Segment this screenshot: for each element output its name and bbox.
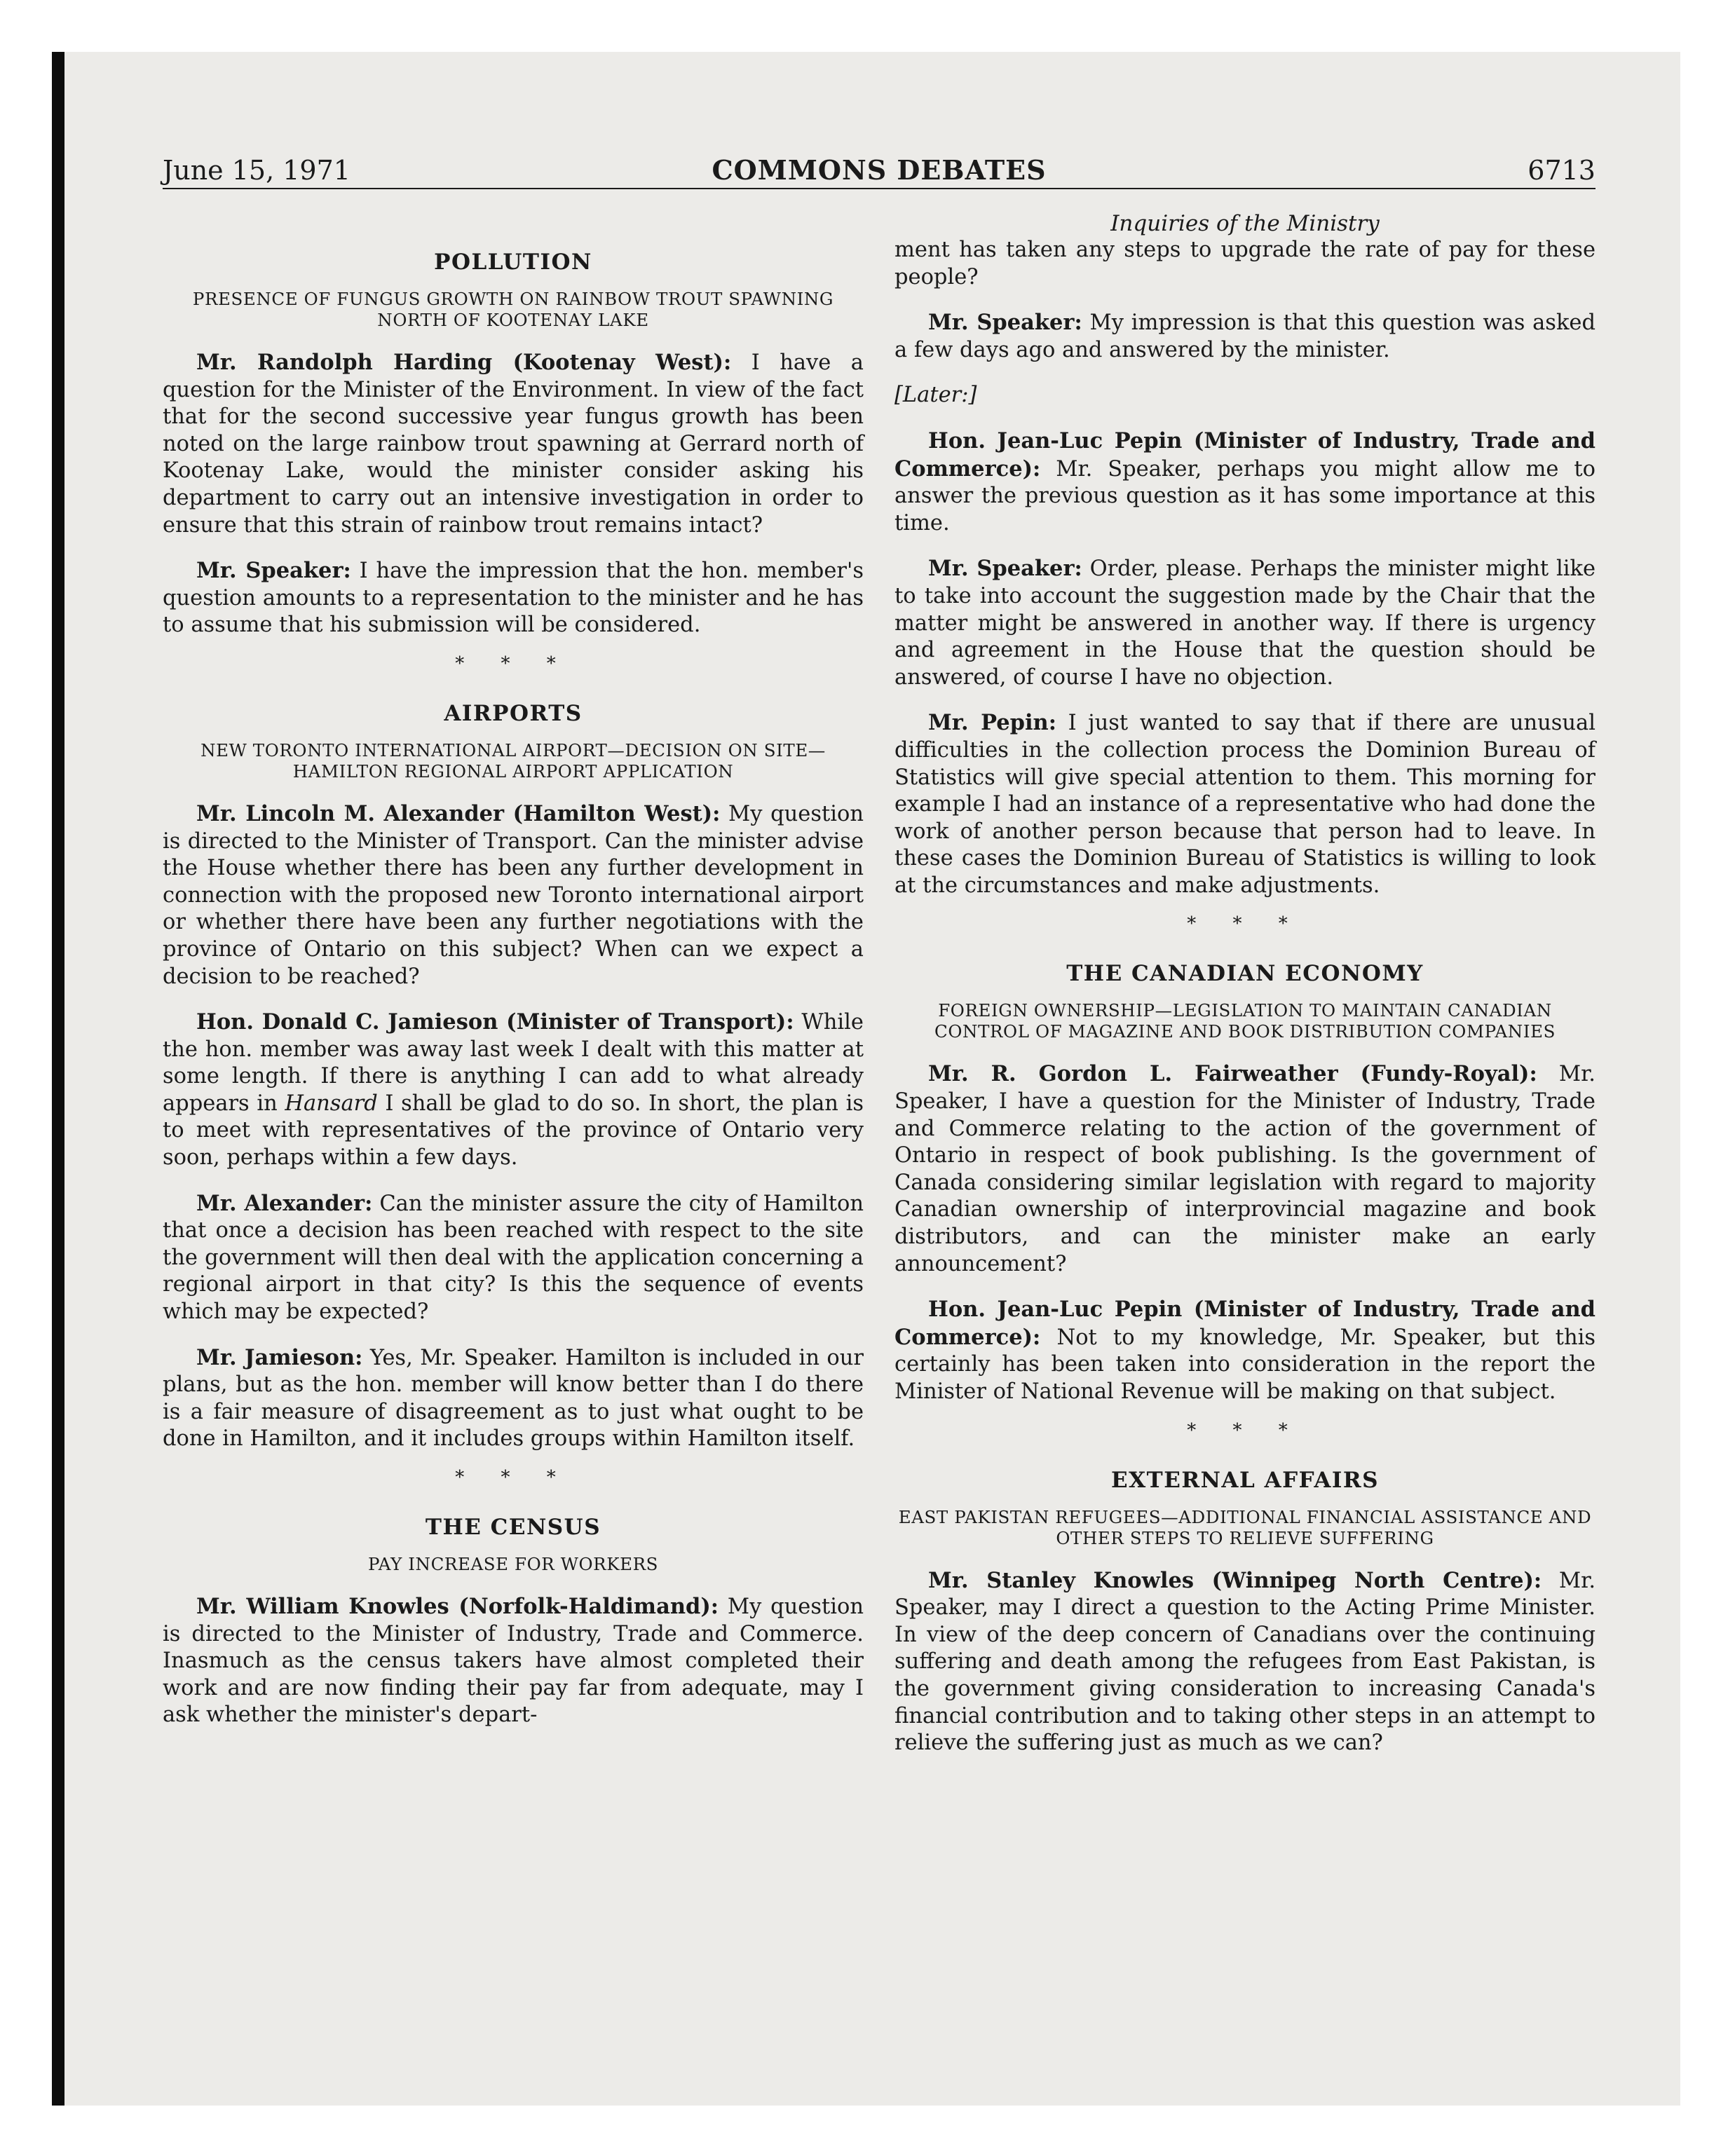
header-date: June 15, 1971 <box>163 155 351 186</box>
speaker-name: Mr. Alexander: <box>196 1190 373 1216</box>
speaker-name: Mr. Pepin: <box>928 710 1056 736</box>
speech-text: My impression is that this question was asked a few days ago and answered by the minister. <box>894 311 1596 362</box>
speech-paragraph <box>894 1296 1595 1405</box>
speech-text: I shall be glad to do so. In short, the plan is to meet with representatives of the province of Ontario very soon, perhaps within a few days. <box>163 1091 864 1171</box>
speech-paragraph <box>163 1344 864 1453</box>
section-title-census: THE CENSUS <box>425 1515 601 1540</box>
speech-text: Not to my knowledge, Mr. Speaker, but this certainly has been taken into consideration in the report the Minister of National Revenue will be making on that subject. <box>894 1325 1595 1404</box>
speech-text: Order, please. Perhaps the minister might like to take into account the suggestion made by the Chair that the matter might be answered in another way. If there is urgency and agreement in the House that the question should be answered, of course I have no objection. <box>894 557 1595 690</box>
speaker-name: Mr. William Knowles (Norfolk-Haldimand): <box>196 1594 719 1619</box>
speaker-name: Mr. Speaker: <box>928 556 1082 582</box>
header-page-number: 6713 <box>1528 155 1595 186</box>
speaker-name: Mr. Jamieson: <box>196 1344 363 1370</box>
speech-text: Mr. Speaker, perhaps you might allow me to answer the previous question as it has some importance at this time. <box>894 456 1596 535</box>
speech-text: My question is directed to the Minister of Transport. Can the minister advise the House whether there has been any further development in connection with the proposed new Toronto international airport or whether there have been any further negotiations with the province of Ontario on this subject? When can we expect a decision to be reached? <box>163 801 864 989</box>
speech-paragraph <box>163 1593 864 1729</box>
speech-paragraph <box>894 428 1595 537</box>
speaker-name: Hon. Jean-Luc Pepin (Minister of Industry, Trade and Commerce): <box>894 1297 1595 1350</box>
section-title-economy: THE CANADIAN ECONOMY <box>1066 961 1424 987</box>
speech-paragraph <box>163 349 864 539</box>
section-subtitle-external: EAST PAKISTAN REFUGEES—ADDITIONAL FINANCIAL ASSISTANCE AND OTHER STEPS TO RELIEVE SUFFERING <box>898 1506 1592 1548</box>
speech-paragraph <box>894 1060 1595 1278</box>
speech-text: Yes, Mr. Speaker. Hamilton is included in our plans, but as the hon. member will know better than I do there is a fair measure of disagreement as to just what ought to be done in Hamilton, and it includes groups within Hamilton itself. <box>163 1345 864 1452</box>
section-title-pollution: POLLUTION <box>434 250 592 275</box>
speaker-name: Mr. Stanley Knowles (Winnipeg North Centre): <box>928 1567 1542 1593</box>
header-title: COMMONS DEBATES <box>712 154 1047 186</box>
page-header <box>163 153 1595 189</box>
section-subtitle-airports: NEW TORONTO INTERNATIONAL AIRPORT—DECISION ON SITE—HAMILTON REGIONAL AIRPORT APPLICATION <box>200 739 826 782</box>
speech-text: Can the minister assure the city of Hamilton that once a decision has been reached with respect to the site the government will then deal with the application concerning a regional airport in that city? Is this the sequence of events which may be expected? <box>163 1191 864 1325</box>
speech-text: Mr. Speaker, may I direct a question to the Acting Prime Minister. In view of the deep concern of Canadians over the continuing suffering and death among the refugees from East Pakistan, is the government giving consideration to increasing Canada's financial contribution and to taking other steps in an attempt to relieve the suffering just as much as we can? <box>894 1568 1596 1756</box>
speaker-name: Mr. Randolph Harding (Kootenay West): <box>196 350 732 375</box>
speech-italic-text: Hansard <box>285 1091 378 1116</box>
later-note: [Later:] <box>894 383 977 408</box>
speech-paragraph-continued <box>894 237 1595 291</box>
speech-text: I have the impression that the hon. member's question amounts to a representation to the minister and he has to assume that his submission will be considered. <box>163 559 864 638</box>
speech-paragraph <box>894 709 1595 899</box>
speech-paragraph <box>894 309 1595 364</box>
section-title-airports: AIRPORTS <box>444 700 583 726</box>
left-column <box>163 210 864 1747</box>
speaker-name: Hon. Jean-Luc Pepin (Minister of Industry, Trade and Commerce): <box>894 428 1595 482</box>
speech-paragraph <box>163 1009 864 1172</box>
section-separator: * * * <box>455 653 571 674</box>
speech-paragraph <box>894 1567 1595 1757</box>
section-separator: * * * <box>1187 1419 1303 1441</box>
speech-paragraph <box>163 800 864 990</box>
section-subtitle-economy: FOREIGN OWNERSHIP—LEGISLATION TO MAINTAIN CANADIAN CONTROL OF MAGAZINE AND BOOK DISTRIBUTION COMPANIES <box>934 1000 1556 1042</box>
speaker-name: Mr. Speaker: <box>928 310 1082 336</box>
section-subtitle-pollution: PRESENCE OF FUNGUS GROWTH ON RAINBOW TROUT SPAWNING NORTH OF KOOTENAY LAKE <box>192 289 834 330</box>
speech-text: I just wanted to say that if there are unusual difficulties in the collection process the Dominion Bureau of Statistics will give special attention to them. This morning for example I had an instance of a representative who had done the work of another person because that person had to leave. In these cases the Dominion Bureau of Statistics is willing to look at the circumstances and make adjustments. <box>894 711 1595 898</box>
running-head: Inquiries of the Ministry <box>1110 211 1380 236</box>
speech-text: Mr. Speaker, I have a question for the Minister of Industry, Trade and Commerce relating to the action of the government of Ontario in respect of book publishing. Is the government of Canada considering similar legislation with regard to majority Canadian ownership of interprovincial magazine and book distributors, and can the minister make an early announcement? <box>894 1062 1595 1276</box>
speaker-name: Hon. Donald C. Jamieson (Minister of Transport): <box>196 1009 794 1035</box>
speaker-name: Mr. R. Gordon L. Fairweather (Fundy-Royal): <box>928 1061 1537 1087</box>
right-column <box>894 210 1595 1775</box>
speech-text: My question is directed to the Minister of Industry, Trade and Commerce. Inasmuch as the census takers have almost completed their work and are now finding their pay far from adequate, may I ask whether the minister's depart- <box>163 1595 864 1728</box>
speech-text: ment has taken any steps to upgrade the rate of pay for these people? <box>894 238 1595 289</box>
section-separator: * * * <box>455 1467 571 1488</box>
section-title-external: EXTERNAL AFFAIRS <box>1110 1467 1380 1493</box>
speaker-name: Mr. Lincoln M. Alexander (Hamilton West): <box>196 800 721 826</box>
binding-edge <box>52 52 64 2106</box>
speech-text: I have a question for the Minister of the Environment. In view of the fact that for the second successive year fungus growth has been noted on the large rainbow trout spawning at Gerrard north of Kootenay Lake, would the minister consider asking his department to carry out an intensive investigation in order to ensure that this strain of rainbow trout remains intact? <box>163 350 864 538</box>
speech-paragraph <box>163 1190 864 1326</box>
speaker-name: Mr. Speaker: <box>196 558 351 584</box>
section-separator: * * * <box>1187 913 1303 935</box>
speech-paragraph <box>894 555 1595 691</box>
section-subtitle-census: PAY INCREASE FOR WORKERS <box>367 1554 659 1574</box>
speech-text: While the hon. member was away last week I dealt with this matter at some length. If there is anything I can add to what already appears in <box>163 1010 864 1116</box>
speech-paragraph <box>163 557 864 639</box>
